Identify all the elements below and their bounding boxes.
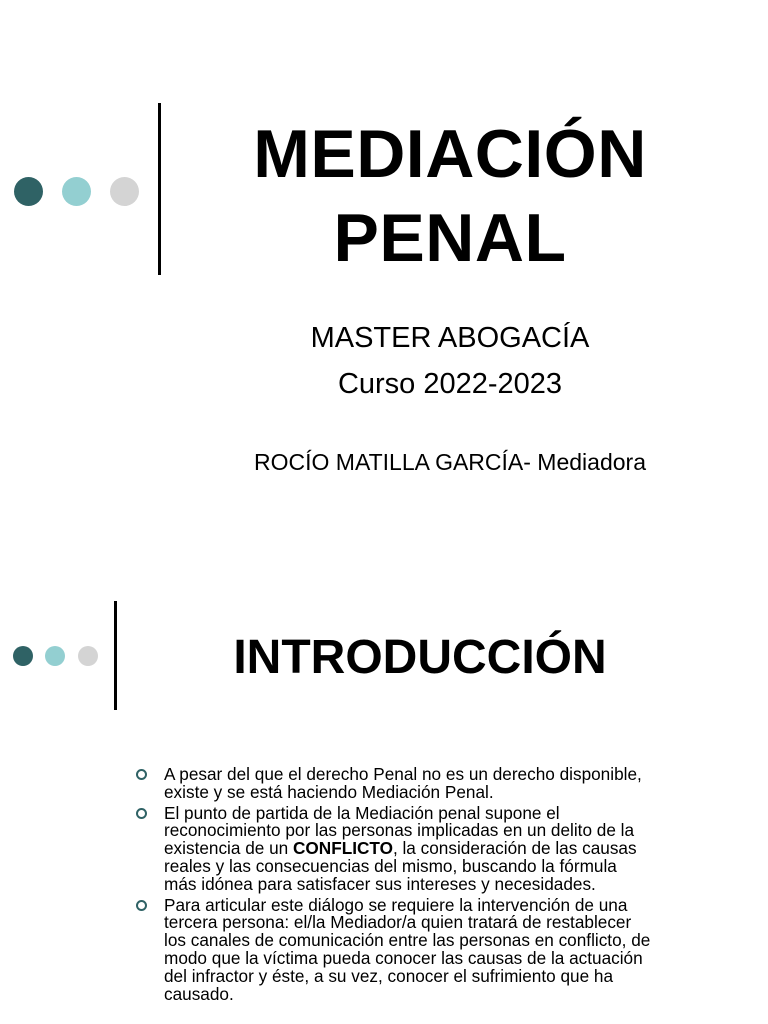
bullet-text-line: modo que la víctima pueda conocer las causas de la actuación bbox=[164, 947, 643, 968]
list-item bbox=[136, 802, 716, 894]
bullet-list bbox=[136, 766, 716, 1006]
bullet-text-line: El punto de partida de la Mediación penal supone el bbox=[164, 802, 560, 823]
bullet-text-segment: existencia de un bbox=[164, 838, 293, 859]
vertical-divider bbox=[114, 601, 117, 710]
bullet-text-line: existe y se está haciendo Mediación Penal. bbox=[164, 781, 494, 802]
vertical-divider bbox=[158, 103, 161, 275]
bullet-circle-icon bbox=[136, 808, 147, 819]
slide-title-line1: MEDIACIÓN bbox=[253, 116, 647, 192]
bullet-text-segment: , la consideración de las causas bbox=[392, 838, 637, 859]
bullet-text-line: del infractor y éste, a su vez, conocer el sufrimiento que ha bbox=[164, 965, 614, 986]
decorative-dot-dark bbox=[14, 177, 43, 206]
bullet-text-line: Para articular este diálogo se requiere la intervención de una bbox=[164, 894, 628, 915]
author-name: ROCÍO MATILLA GARCÍA- Mediadora bbox=[254, 449, 646, 475]
bullet-circle-icon bbox=[136, 900, 147, 911]
bullet-text-line: tercera persona: el/la Mediador/a quien tratará de restablecer bbox=[164, 912, 632, 933]
bullet-text-line: más idónea para satisfacer sus intereses y necesidades. bbox=[164, 873, 596, 894]
list-item bbox=[136, 766, 716, 802]
subtitle-course: Curso 2022-2023 bbox=[337, 368, 563, 400]
slide-title-line2: PENAL bbox=[333, 200, 567, 276]
bullet-text-line: A pesar del que el derecho Penal no es un derecho disponible, bbox=[164, 764, 642, 784]
bullet-text-line: reconocimiento por las personas implicadas en un delito de la bbox=[164, 820, 635, 841]
bullet-circle-icon bbox=[136, 769, 147, 780]
decorative-dot-gray bbox=[110, 177, 139, 206]
slide-title bbox=[200, 112, 700, 280]
section-title: INTRODUCCIÓN bbox=[233, 631, 607, 684]
bullet-text-line: los canales de comunicación entre las personas en conflicto, de bbox=[164, 930, 651, 951]
bullet-text-emphasis: CONFLICTO bbox=[293, 838, 393, 859]
subtitle-program: MASTER ABOGACÍA bbox=[310, 322, 590, 354]
list-item bbox=[136, 894, 716, 1004]
decorative-dot-gray bbox=[78, 646, 98, 666]
decorative-dot-dark bbox=[13, 646, 33, 666]
decorative-dot-light bbox=[45, 646, 65, 666]
bullet-text-line: causado. bbox=[164, 983, 234, 1004]
bullet-text-line: reales y las consecuencias del mismo, buscando la fórmula bbox=[164, 855, 617, 876]
decorative-dot-light bbox=[62, 177, 91, 206]
